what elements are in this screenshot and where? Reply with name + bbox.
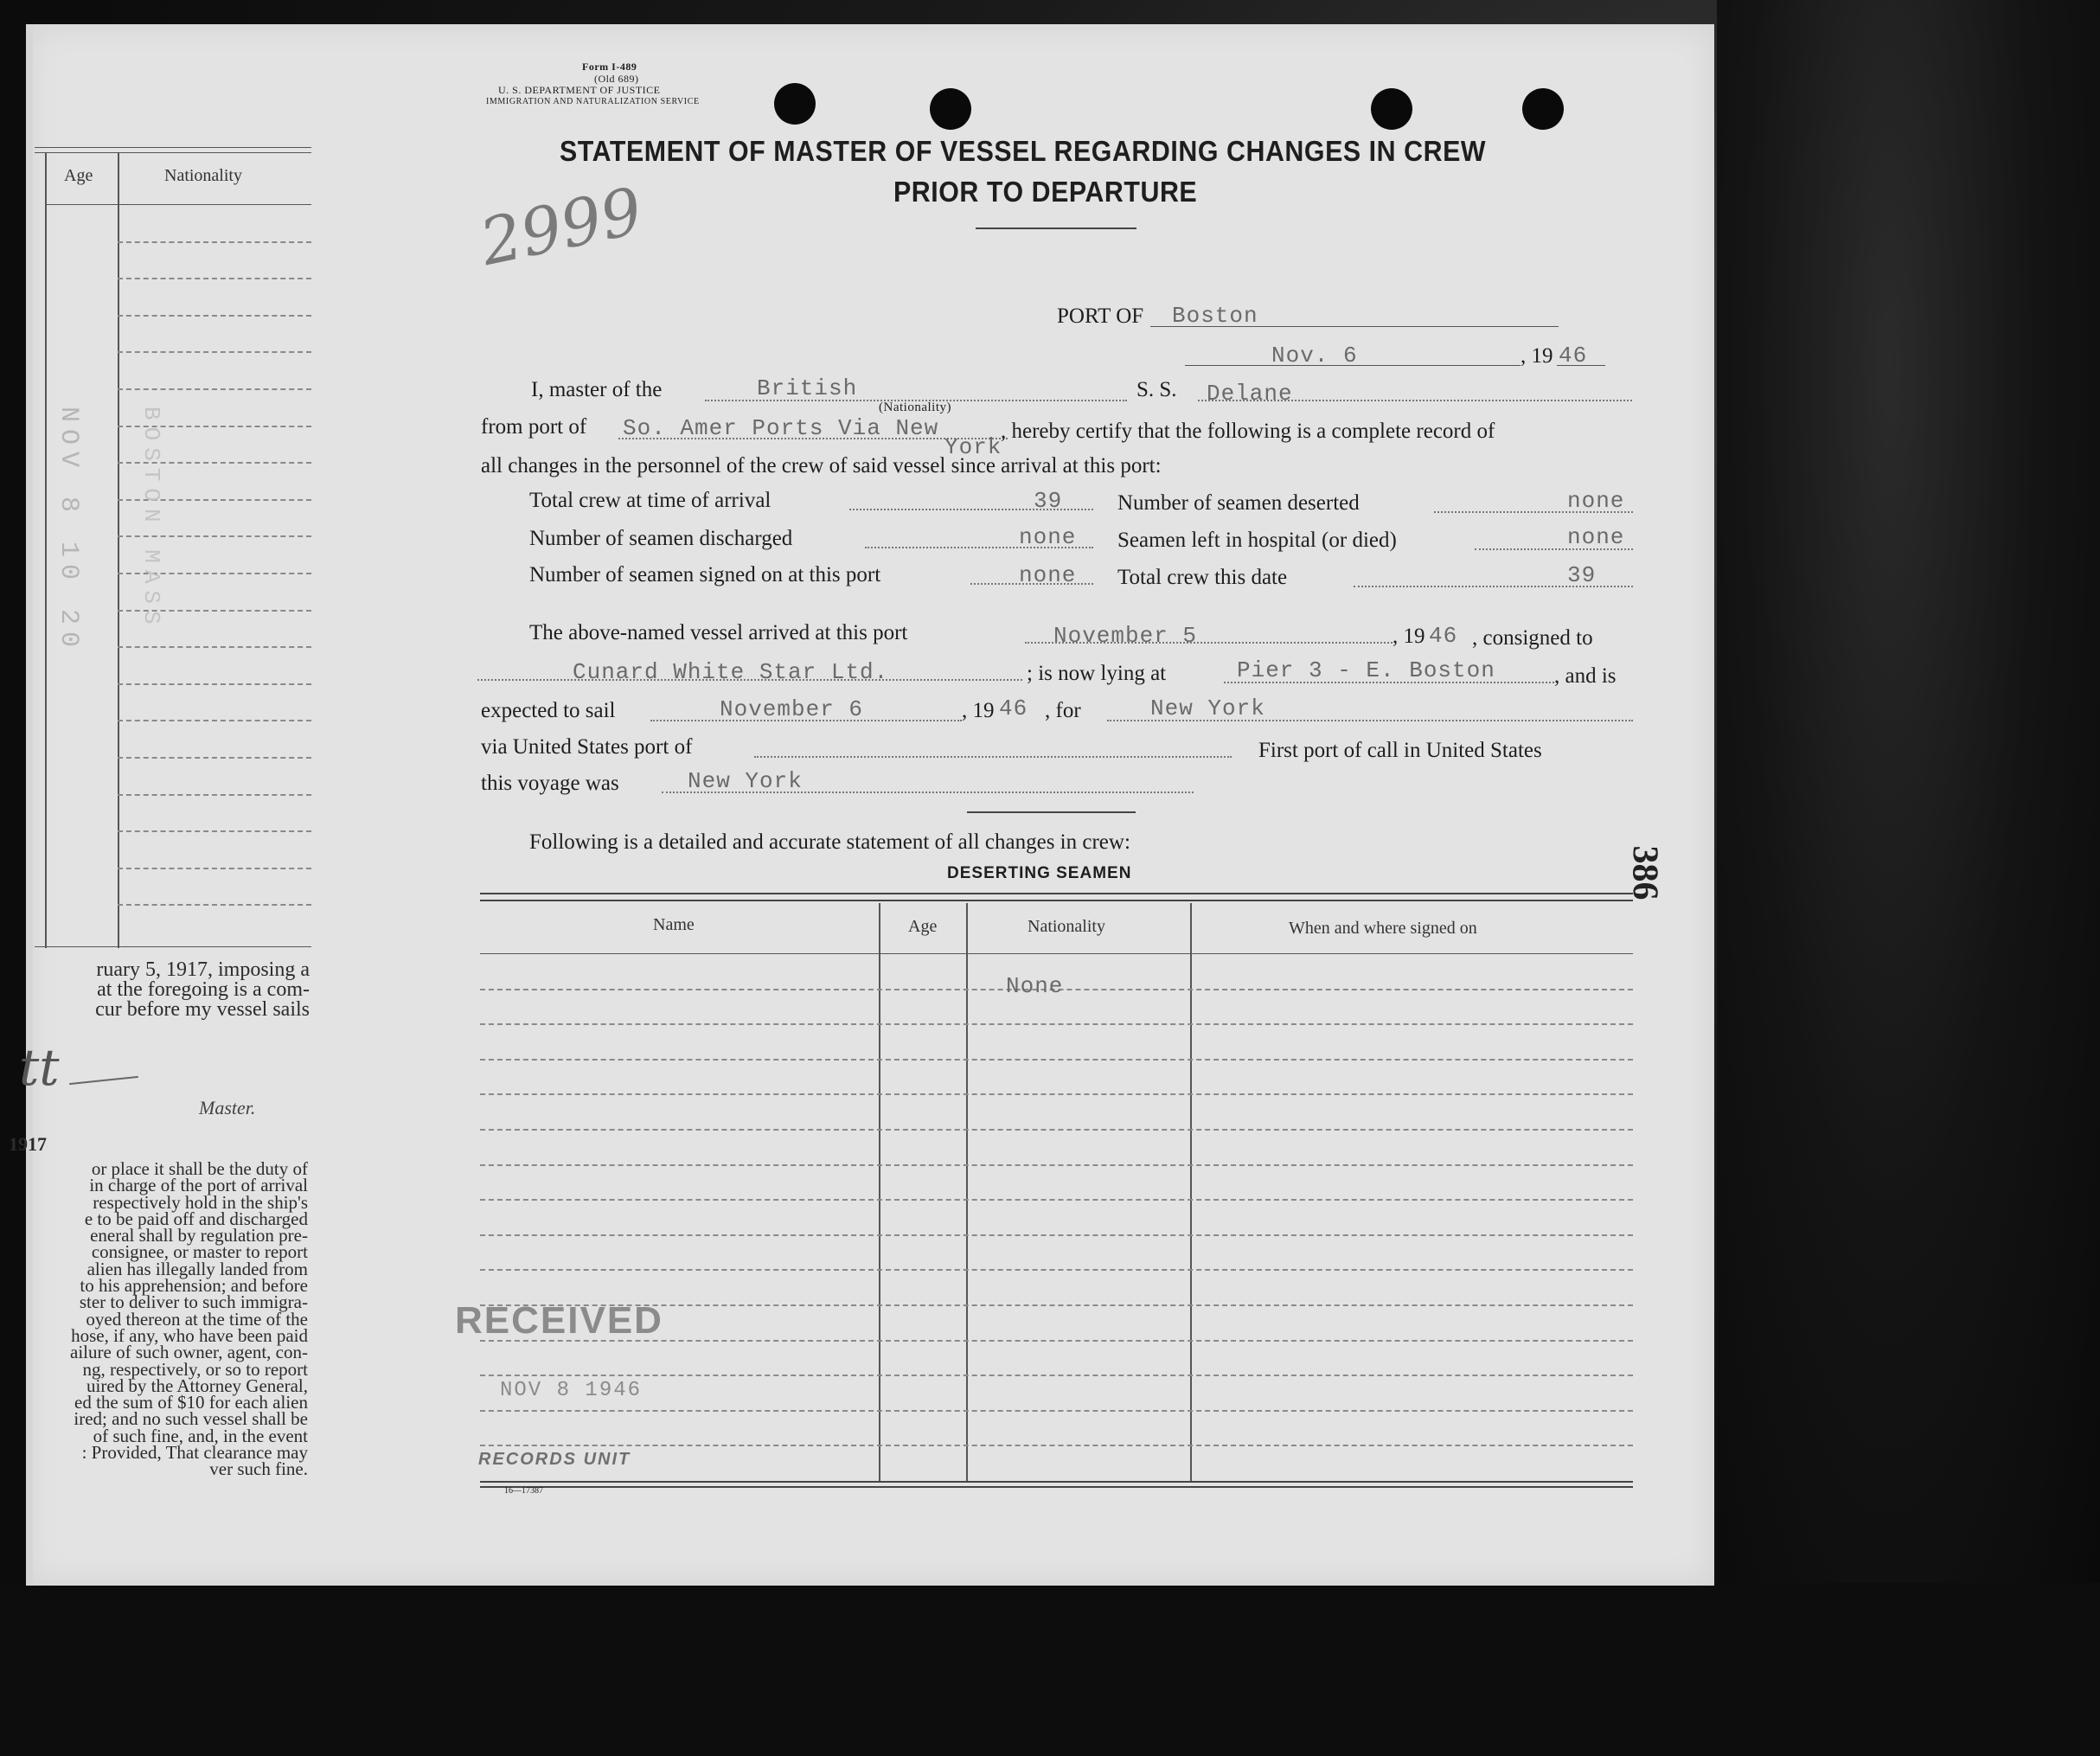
table-row-nationality: None — [1006, 973, 1064, 999]
left-strip-law-text — [0, 1158, 308, 1480]
and-is-text: , and is — [1554, 664, 1617, 688]
table-row-rule — [480, 1445, 1633, 1446]
for-label: , for — [1045, 699, 1081, 722]
left-strip-paragraph-line: ruary 5, 1917, imposing a — [96, 958, 310, 981]
left-strip-law-line: alien has illegally landed from — [86, 1258, 308, 1279]
left-strip-row-rule — [118, 794, 311, 796]
table-row-rule — [480, 1164, 1633, 1166]
left-strip-paragraph — [0, 960, 310, 1020]
year-value: 46 — [1559, 343, 1588, 369]
left-strip-law-line: oyed thereon at the time of the — [86, 1308, 308, 1330]
left-strip-header-rule — [45, 204, 311, 205]
left-strip-row-rule — [118, 683, 311, 685]
left-strip-law-line: consignee, or master to report — [91, 1241, 308, 1263]
left-strip-row-rule — [118, 904, 311, 906]
table-row-rule — [480, 1059, 1633, 1061]
department: U. S. DEPARTMENT OF JUSTICE — [498, 84, 661, 96]
table-row-rule — [480, 1023, 1633, 1025]
from-value-line2: York — [944, 434, 1002, 460]
title-underline — [976, 228, 1136, 229]
left-strip-law-line: ired; and no such vessel shall be — [74, 1408, 308, 1430]
left-strip-law-line: of such fine, and, in the event — [93, 1425, 308, 1446]
received-stamp-unit: RECORDS UNIT — [478, 1450, 631, 1469]
punch-hole — [930, 88, 971, 130]
left-strip-law-line: eneral shall by regulation pre- — [90, 1225, 308, 1247]
hospital-label: Seamen left in hospital (or died) — [1117, 529, 1397, 552]
deserted-label: Number of seamen deserted — [1117, 491, 1360, 515]
form-number: Form I-489 — [582, 61, 637, 73]
left-strip-law-line: ster to deliver to such immigra- — [79, 1291, 308, 1313]
left-strip-col-line — [118, 152, 119, 948]
punch-hole — [1522, 88, 1564, 130]
arrived-year-prefix: , 19 — [1393, 625, 1425, 648]
left-strip-row-rule — [118, 757, 311, 759]
left-strip-rule — [35, 147, 311, 148]
crew-date-value: 39 — [1567, 562, 1597, 588]
via-label: via United States port of — [481, 735, 693, 759]
arrived-year: 46 — [1429, 623, 1458, 649]
expected-year: 46 — [999, 695, 1028, 721]
for-value: New York — [1150, 695, 1265, 721]
left-strip-law-line: or place it shall be the duty of — [91, 1158, 308, 1179]
left-strip-law-line: ailure of such owner, agent, con- — [70, 1342, 308, 1363]
port-value: Boston — [1172, 303, 1258, 329]
deserted-value: none — [1567, 488, 1625, 514]
left-strip-col-age: Age — [64, 166, 93, 185]
this-voyage-value: New York — [688, 768, 803, 794]
left-strip-row-rule — [118, 351, 311, 353]
left-strip-law-line: in charge of the port of arrival — [89, 1175, 308, 1196]
date-value: Nov. 6 — [1271, 343, 1358, 369]
received-stamp: RECEIVED — [455, 1299, 663, 1342]
form-title-line2: PRIOR TO DEPARTURE — [893, 176, 1198, 208]
left-strip-faint-stamp-2: BOSTON MASS — [138, 407, 164, 631]
left-strip-faint-stamp: NOV 8 10 20 — [54, 407, 83, 655]
nationality-value: British — [757, 375, 858, 401]
table-row-rule — [480, 1234, 1633, 1236]
left-strip-paragraph-line: cur before my vessel sails — [95, 998, 310, 1021]
received-stamp-date: NOV 8 1946 — [500, 1379, 643, 1402]
expected-year-prefix: , 19 — [962, 699, 995, 722]
left-strip-law-line: ng, respectively, or so to report — [82, 1358, 308, 1380]
crew-arrival-value: 39 — [1034, 488, 1063, 514]
table-top-rule — [480, 893, 1633, 894]
side-page-number: 386 — [1624, 845, 1665, 900]
signed-on-label: Number of seamen signed on at this port — [529, 563, 881, 586]
left-strip-law-line: e to be paid off and discharged — [84, 1208, 308, 1229]
section-title: DESERTING SEAMEN — [947, 864, 1132, 882]
nationality-caption: (Nationality) — [879, 401, 951, 414]
lying-label: ; is now lying at — [1027, 662, 1167, 685]
left-strip-rule — [35, 152, 311, 153]
year-prefix: , 19 — [1521, 344, 1553, 368]
from-label: from port of — [481, 415, 587, 439]
col-header-age: Age — [908, 917, 938, 936]
left-strip-year: 1917 — [9, 1133, 47, 1155]
lying-value: Pier 3 - E. Boston — [1237, 657, 1495, 683]
consigned-label: , consigned to — [1472, 626, 1593, 650]
left-strip-paragraph-line: at the foregoing is a com- — [97, 978, 310, 1001]
left-strip-law-line: ed the sum of $10 for each alien — [74, 1392, 308, 1413]
left-strip-law-line: respectively hold in the ship's — [93, 1191, 308, 1213]
left-strip-law-line: ver such fine. — [209, 1458, 308, 1480]
certify-text: , hereby certify that the following is a complete record of — [1001, 420, 1495, 443]
left-strip-law-line: : Provided, That clearance may — [81, 1442, 308, 1464]
hospital-value: none — [1567, 524, 1625, 550]
certify-continuation: all changes in the personnel of the crew of said vessel since arrival at this port: — [481, 454, 1162, 477]
col-header-when-where: When and where signed on — [1289, 919, 1477, 938]
left-strip-col-line — [45, 152, 47, 948]
col-header-name: Name — [653, 915, 695, 934]
punch-hole — [774, 83, 816, 125]
discharged-value: none — [1019, 524, 1077, 550]
table-row-rule — [480, 1375, 1633, 1376]
print-code: 16—17387 — [504, 1486, 543, 1496]
left-strip-row-rule — [118, 830, 311, 832]
form-title: STATEMENT OF MASTER OF VESSEL REGARDING CHANGES IN CREW — [560, 135, 1487, 167]
punch-hole — [1371, 88, 1412, 130]
left-strip-row-rule — [118, 388, 311, 390]
left-strip-master: Master. — [199, 1097, 256, 1118]
table-bottom-rule — [480, 1486, 1633, 1488]
handwritten-number: 2999 — [474, 173, 650, 281]
left-strip-row-rule — [118, 868, 311, 869]
table-header-rule — [480, 953, 1633, 954]
form-old-number: (Old 689) — [594, 73, 639, 85]
table-row-rule — [480, 1269, 1633, 1271]
section-divider — [967, 811, 1136, 813]
crew-date-label: Total crew this date — [1117, 566, 1288, 589]
via-field-line — [754, 756, 1232, 758]
left-strip-row-rule — [118, 720, 311, 721]
first-port-label: First port of call in United States — [1258, 739, 1542, 762]
left-strip-row-rule — [118, 646, 311, 648]
from-value: So. Amer Ports Via New — [623, 415, 939, 441]
left-strip-law-line: uired by the Attorney General, — [86, 1375, 308, 1396]
port-label: PORT OF — [1057, 304, 1144, 328]
scan-background-right — [1717, 0, 2100, 1583]
service: IMMIGRATION AND NATURALIZATION SERVICE — [486, 97, 700, 106]
arrived-label: The above-named vessel arrived at this port — [529, 621, 908, 644]
table-top-rule — [480, 900, 1633, 901]
consignee-value: Cunard White Star Ltd. — [573, 659, 889, 685]
scan-background-bottom — [0, 1583, 2100, 1756]
left-strip-rule — [35, 946, 311, 947]
discharged-label: Number of seamen discharged — [529, 527, 793, 550]
col-header-nationality: Nationality — [1028, 917, 1105, 936]
table-bottom-rule — [480, 1481, 1633, 1483]
left-strip-signature: tt — [19, 1038, 60, 1097]
left-strip-row-rule — [118, 278, 311, 279]
changes-intro: Following is a detailed and accurate statement of all changes in crew: — [529, 830, 1130, 854]
left-strip-law-line: hose, if any, who have been paid — [71, 1324, 308, 1346]
left-strip-row-rule — [118, 315, 311, 317]
expected-label: expected to sail — [481, 699, 616, 722]
left-strip-row-rule — [118, 241, 311, 243]
crew-arrival-label: Total crew at time of arrival — [529, 489, 771, 512]
ss-label: S. S. — [1136, 378, 1177, 401]
master-label: I, master of the — [531, 378, 663, 401]
table-row-rule — [480, 1129, 1633, 1131]
expected-value: November 6 — [720, 696, 864, 722]
this-voyage-label: this voyage was — [481, 772, 619, 795]
left-strip-col-nationality: Nationality — [164, 166, 242, 185]
signed-on-value: none — [1019, 562, 1077, 588]
table-row-rule — [480, 1199, 1633, 1201]
table-row-rule — [480, 1093, 1633, 1095]
table-row-rule — [480, 1410, 1633, 1412]
left-strip-law-line: to his apprehension; and before — [80, 1275, 308, 1297]
arrived-value: November 5 — [1053, 623, 1198, 649]
ship-value: Delane — [1207, 381, 1293, 407]
